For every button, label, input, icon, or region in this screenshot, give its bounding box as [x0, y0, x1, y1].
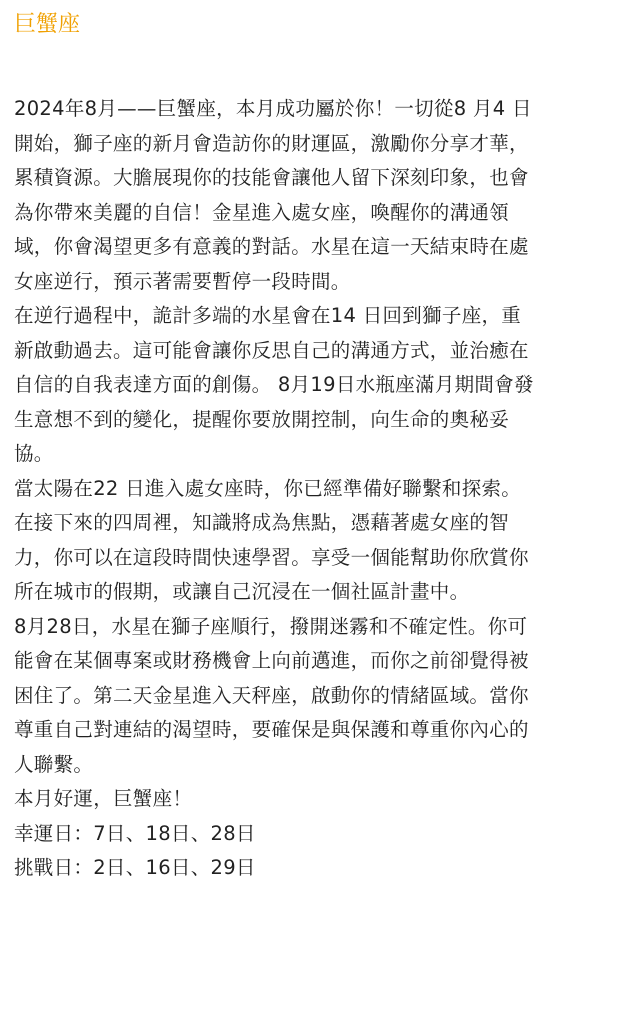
text-line: 能會在某個專案或財務機會上向前邁進，而你之前卻覺得被	[14, 649, 529, 672]
text-line: 開始，獅子座的新月會造訪你的財運區，激勵你分享才華，	[14, 131, 529, 155]
text-line: 女座逆行，預示著需要暫停一段時間。	[14, 269, 351, 293]
article-body	[14, 92, 614, 886]
text-line: 困住了。第二天金星進入天秤座，啟動你的情緒區域。當你	[14, 683, 529, 707]
text-line: 力，你可以在這段時間快速學習。享受一個能幫助你欣賞你	[14, 545, 529, 569]
text-line: 所在城市的假期，或讓自己沉浸在一個社區計畫中。	[14, 580, 470, 603]
text-line: 幸運日：7日、18日、28日	[14, 821, 256, 845]
text-line: 生意想不到的變化，提醒你要放開控制，向生命的奧秘妥	[14, 407, 510, 431]
text-line: 本月好運，巨蟹座！	[14, 787, 193, 810]
paragraph	[14, 782, 614, 817]
paragraph	[14, 817, 614, 852]
paragraph	[14, 472, 614, 610]
text-line: 8月28日，水星在獅子座順行，撥開迷霧和不確定性。你可	[14, 614, 528, 638]
paragraph	[14, 851, 614, 886]
text-line: 當太陽在22 日進入處女座時，你已經準備好聯繫和探索。	[14, 476, 522, 500]
text-line: 尊重自己對連結的渴望時，要確保是與保護和尊重你內心的	[14, 718, 529, 741]
text-line: 域，你會渴望更多有意義的對話。水星在這一天結束時在處	[14, 235, 529, 258]
paragraph	[14, 92, 614, 299]
text-line: 人聯繫。	[14, 752, 94, 776]
text-line: 在逆行過程中，詭計多端的水星會在14 日回到獅子座，重	[14, 304, 522, 327]
page-title: 巨蟹座	[14, 12, 81, 37]
text-line: 挑戰日：2日、16日、29日	[14, 856, 256, 879]
text-line: 新啟動過去。這可能會讓你反思自己的溝通方式，並治癒在	[14, 338, 529, 362]
text-line: 協。	[14, 442, 54, 465]
text-line: 2024年8月——巨蟹座，本月成功屬於你！一切從8 月4 日	[14, 97, 532, 120]
text-line: 為你帶來美麗的自信！金星進入處女座，喚醒你的溝通領	[14, 200, 510, 224]
paragraph	[14, 299, 614, 472]
text-line: 在接下來的四周裡，知識將成為焦點，憑藉著處女座的智	[14, 511, 510, 534]
text-line: 自信的自我表達方面的創傷。 8月19日水瓶座滿月期間會發	[14, 373, 534, 396]
paragraph	[14, 610, 614, 783]
text-line: 累積資源。大膽展現你的技能會讓他人留下深刻印象，也會	[14, 166, 529, 189]
